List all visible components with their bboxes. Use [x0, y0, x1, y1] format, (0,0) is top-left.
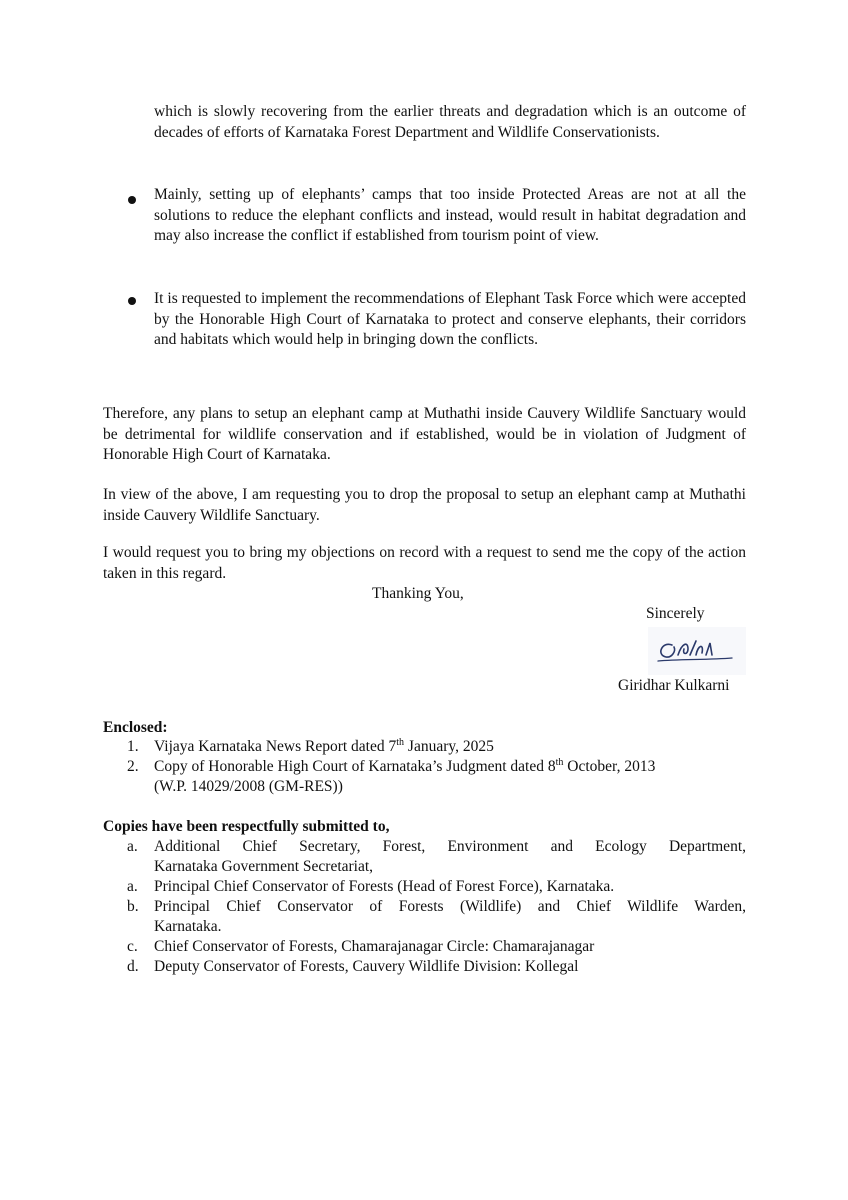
list-text: Deputy Conservator of Forests, Cauvery Wildlife Division: Kollegal [154, 958, 579, 975]
list-number: 1. [127, 738, 139, 755]
copies-item [103, 877, 746, 897]
list-letter: c. [127, 938, 138, 955]
list-letter: a. [127, 838, 138, 855]
list-letter: a. [127, 878, 138, 895]
enclosed-item [103, 737, 746, 757]
list-text: Additional Chief Secretary, Forest, Environment and Ecology Department, [154, 838, 746, 855]
list-letter: b. [127, 898, 139, 915]
sincerely-text: Sincerely [646, 605, 705, 622]
bullet-item-camps: Mainly, setting up of elephants’ camps that too inside Protected Areas are not at all the solutions to reduce the elephant conflicts and instead, would result in habitat degradation and may also increase the conflict if established from tourism point of view. [154, 186, 746, 244]
copies-item [103, 937, 746, 957]
bullet-dot-icon [128, 297, 136, 305]
copies-item [103, 897, 746, 917]
list-text: Chief Conservator of Forests, Chamarajanagar Circle: Chamarajanagar [154, 938, 595, 955]
paragraph-request-drop: In view of the above, I am requesting you to drop the proposal to setup an elephant camp at Muthathi inside Cauvery Wildlife Sanctuary. [103, 486, 746, 524]
continuation-bullet-text: which is slowly recovering from the earlier threats and degradation which is an outcome of decades of efforts of Karnataka Forest Department and Wildlife Conservationists. [154, 103, 746, 141]
thanking-you-text: Thanking You, [372, 585, 464, 602]
list-text: Copy of Honorable High Court of Karnataka’s Judgment dated 8th October, 2013 [154, 757, 656, 775]
bullet-dot-icon [128, 196, 136, 204]
enclosed-item-continuation: (W.P. 14029/2008 (GM-RES)) [154, 778, 343, 795]
paragraph-request-record: I would request you to bring my objections on record with a request to send me the copy of the action taken in this regard. [103, 544, 746, 582]
signature-image [648, 627, 746, 675]
copies-item [103, 957, 746, 977]
list-letter: d. [127, 958, 139, 975]
copies-heading: Copies have been respectfully submitted to, [103, 818, 390, 835]
signature-scribble-icon [648, 627, 746, 675]
copies-item-continuation: Karnataka. [154, 918, 222, 935]
enclosed-heading: Enclosed: [103, 719, 168, 736]
enclosed-item [103, 757, 746, 777]
copies-item [103, 837, 746, 857]
signatory-name: Giridhar Kulkarni [618, 677, 730, 694]
list-number: 2. [127, 758, 139, 775]
bullet-item-task-force: It is requested to implement the recommendations of Elephant Task Force which were accepted by the Honorable High Court of Karnataka to protect and conserve elephants, their corridors and habitats which would help in bringing down the conflicts. [154, 290, 746, 348]
list-text: Principal Chief Conservator of Forests (Wildlife) and Chief Wildlife Warden, [154, 898, 746, 915]
paragraph-therefore: Therefore, any plans to setup an elephant camp at Muthathi inside Cauvery Wildlife Sanctuary would be detrimental for wildlife conservation and if established, would be in violation of Judgment of Honorable High Court of Karnataka. [103, 405, 746, 463]
list-text: Principal Chief Conservator of Forests (Head of Forest Force), Karnataka. [154, 878, 615, 895]
copies-item-continuation: Karnataka Government Secretariat, [154, 858, 374, 875]
list-text: Vijaya Karnataka News Report dated 7th January, 2025 [154, 737, 494, 755]
